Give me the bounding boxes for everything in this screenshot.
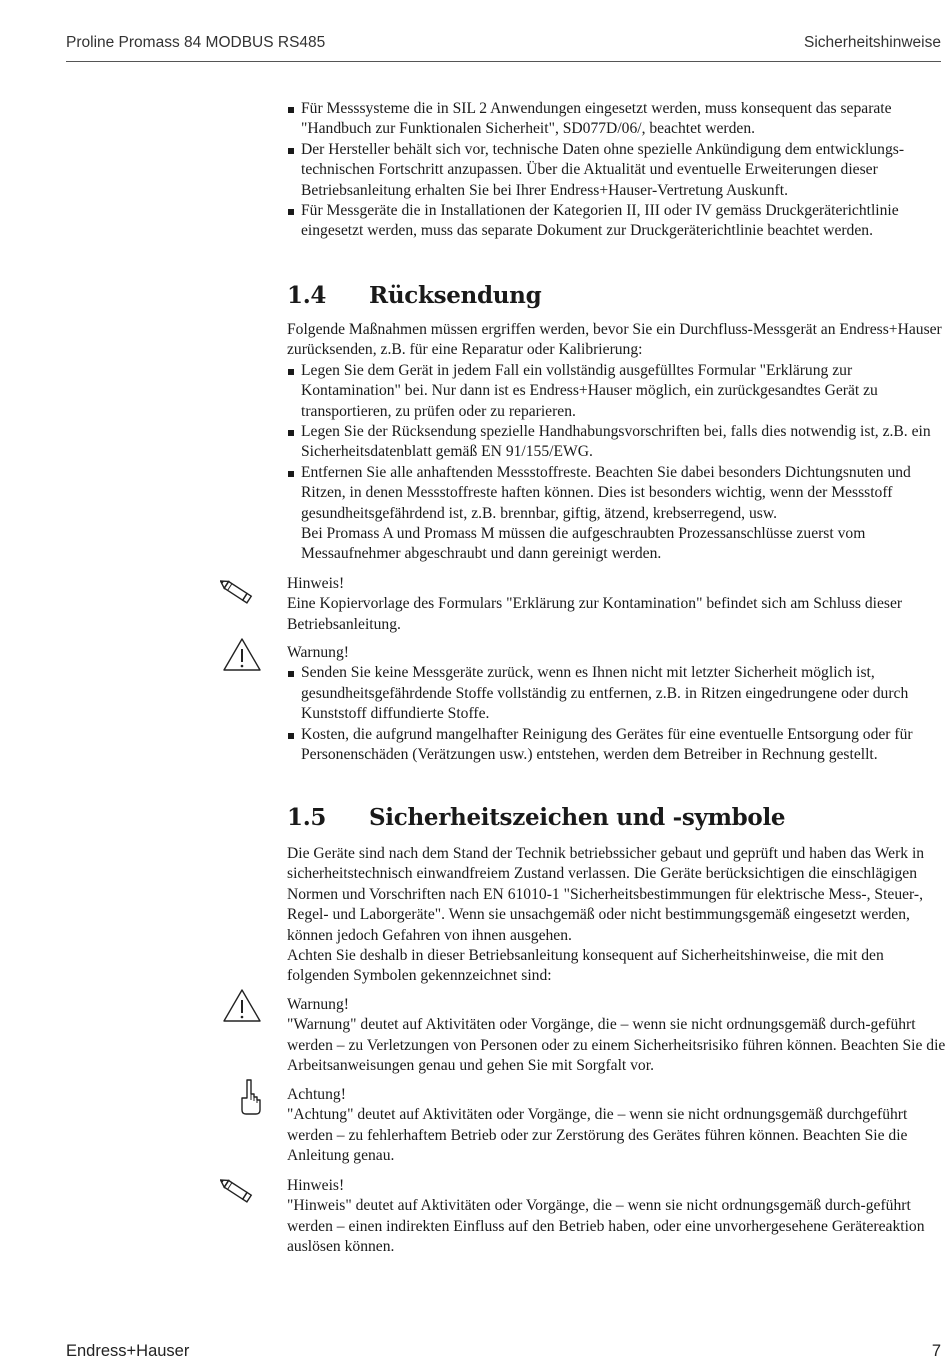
note-definition (287, 1176, 947, 1258)
section-paragraph: Achten Sie deshalb in dieser Betriebsanleitung konsequent auf Sicherheitshinweise, die mit den folgenden Symbolen gekennzeichnet sind: (287, 947, 884, 985)
section-number: 1.4 (287, 282, 327, 309)
note-text: Eine Kopiervorlage des Formulars "Erklärung zur Kontamination" befindet sich am Schluss dieser Betriebsanleitung. (287, 595, 903, 633)
section-heading-1-4 (287, 282, 541, 309)
warning-text: "Warnung" deutet auf Aktivitäten oder Vorgänge, die – wenn sie nicht ordnungsgemäß durch-geführt werden – zu Verletzungen von Personen oder zu einem Sicherheitsrisiko führen können. Beachten Sie die Arbeitsanweisungen genau und gehen Sie mit Sorgfalt vor. (287, 1016, 946, 1075)
pointing-hand-icon (238, 1078, 264, 1116)
list-item: Entfernen Sie alle anhaftenden Messstoffreste. Beachten Sie dabei besonders Dichtungsnuten und Ritzen, in denen Messstoffreste haften können. Dies ist besonders wichtig, wenn der Messstoff gesundheitsgefährdend ist, z.B. brennbar, giftig, ätzend, krebserregend, usw. (287, 463, 947, 524)
list-item: Für Messsysteme die in SIL 2 Anwendungen eingesetzt werden, muss konsequent das separate "Handbuch zur Funktionalen Sicherheit", SD077D/06/, beachtet werden. (287, 99, 947, 140)
caution-title: Achtung! (287, 1086, 346, 1103)
list-item: Legen Sie dem Gerät in jedem Fall ein vollständig ausgefülltes Formular "Erklärung zur Kontamination" bei. Nur dann ist es Endress+Hauser möglich, ein zurückgesandtes Gerät zu transportieren, zu prüfen oder zu reparieren. (287, 361, 947, 422)
section-intro: Folgende Maßnahmen müssen ergriffen werden, bevor Sie ein Durchfluss-Messgerät an Endress+Hauser zurücksenden, z.B. für eine Reparatur oder Kalibrierung: (287, 321, 942, 359)
list-item: Für Messgeräte die in Installationen der Kategorien II, III oder IV gemäss Druckgeräterichtlinie eingesetzt werden, muss das separate Dokument zur Druckgeräterichtlinie beachtet werden. (287, 201, 947, 242)
section-1-4-body (287, 320, 947, 565)
section-heading-1-5 (287, 804, 785, 831)
section-number: 1.5 (287, 804, 327, 831)
bullet-continuation: Bei Promass A und Promass M müssen die aufgeschraubten Prozessanschlüsse zuerst vom Messaufnehmer abgeschraubt und dann gereinigt werden. (301, 525, 866, 563)
pencil-icon (220, 578, 258, 608)
warning-triangle-icon (222, 637, 262, 673)
list-item: Senden Sie keine Messgeräte zurück, wenn es Ihnen nicht mit letzter Sicherheit möglich ist, gesundheitsgefährdende Stoffe vollständig zu entfernen, z.B. in Ritzen eingedrungene oder durch Kunststoff diffundierte Stoffe. (287, 663, 947, 724)
note-title: Hinweis! (287, 1177, 345, 1194)
section-title: Sicherheitszeichen und -symbole (369, 804, 786, 831)
header-document-title: Proline Promass 84 MODBUS RS485 (66, 34, 326, 51)
warning-title: Warnung! (287, 644, 349, 661)
list-item: Kosten, die aufgrund mangelhafter Reinigung des Gerätes für eine eventuelle Entsorgung oder für Personenschäden (Verätzungen usw.) entstehen, werden dem Betreiber in Rechnung gestellt. (287, 725, 947, 766)
caution-text: "Achtung" deutet auf Aktivitäten oder Vorgänge, die – wenn sie nicht ordnungsgemäß durchgeführt werden – zu fehlerhaftem Betrieb oder zur Zerstörung des Gerätes führen können. Beachten Sie die Anleitung genau. (287, 1106, 908, 1165)
list-item: Legen Sie der Rücksendung spezielle Handhabungsvorschriften bei, falls dies notwendig ist, z.B. ein Sicherheitsdatenblatt gemäß EN 91/155/EWG. (287, 422, 947, 463)
section-title: Rücksendung (369, 282, 542, 309)
intro-bullet-list (287, 99, 947, 242)
caution-definition (287, 1085, 947, 1167)
page-header (66, 30, 941, 62)
page-number: 7 (931, 1342, 941, 1360)
warning-block-return (287, 643, 947, 765)
section-1-5-body (287, 844, 947, 987)
pencil-icon (220, 1177, 258, 1207)
warning-triangle-icon (222, 988, 262, 1024)
footer-company: Endress+Hauser (66, 1342, 190, 1360)
note-block-return (287, 574, 947, 635)
header-chapter-title: Sicherheitshinweise (804, 34, 941, 51)
note-text: "Hinweis" deutet auf Aktivitäten oder Vorgänge, die – wenn sie nicht ordnungsgemäß durch-geführt werden – einen indirekten Einfluss auf den Betrieb haben, oder eine unvorhergesehene Gerätereaktion auslösen können. (287, 1197, 925, 1256)
warning-definition (287, 995, 947, 1077)
warning-title: Warnung! (287, 996, 349, 1013)
section-paragraph: Die Geräte sind nach dem Stand der Technik betriebssicher gebaut und geprüft und haben das Werk in sicherheitstechnisch einwandfreiem Zustand verlassen. Die Geräte berücksichtigen die einschlägigen Normen und Vorschriften nach EN 61010-1 "Sicherheitsbestimmungen für elektrische Mess-, Steuer-, Regel- und Laborgeräte". Wenn sie unsachgemäß oder nicht bestimmungsgemäß eingesetzt werden, können jedoch Gefahren von ihnen ausgehen. (287, 845, 925, 944)
note-title: Hinweis! (287, 575, 345, 592)
list-item: Der Hersteller behält sich vor, technische Daten ohne spezielle Ankündigung dem entwicklungs-technischen Fortschritt anzupassen. Über die Aktualität und eventuelle Erweiterungen dieser Betriebsanleitung erhalten Sie bei Ihrer Endress+Hauser-Vertretung Auskunft. (287, 140, 947, 201)
